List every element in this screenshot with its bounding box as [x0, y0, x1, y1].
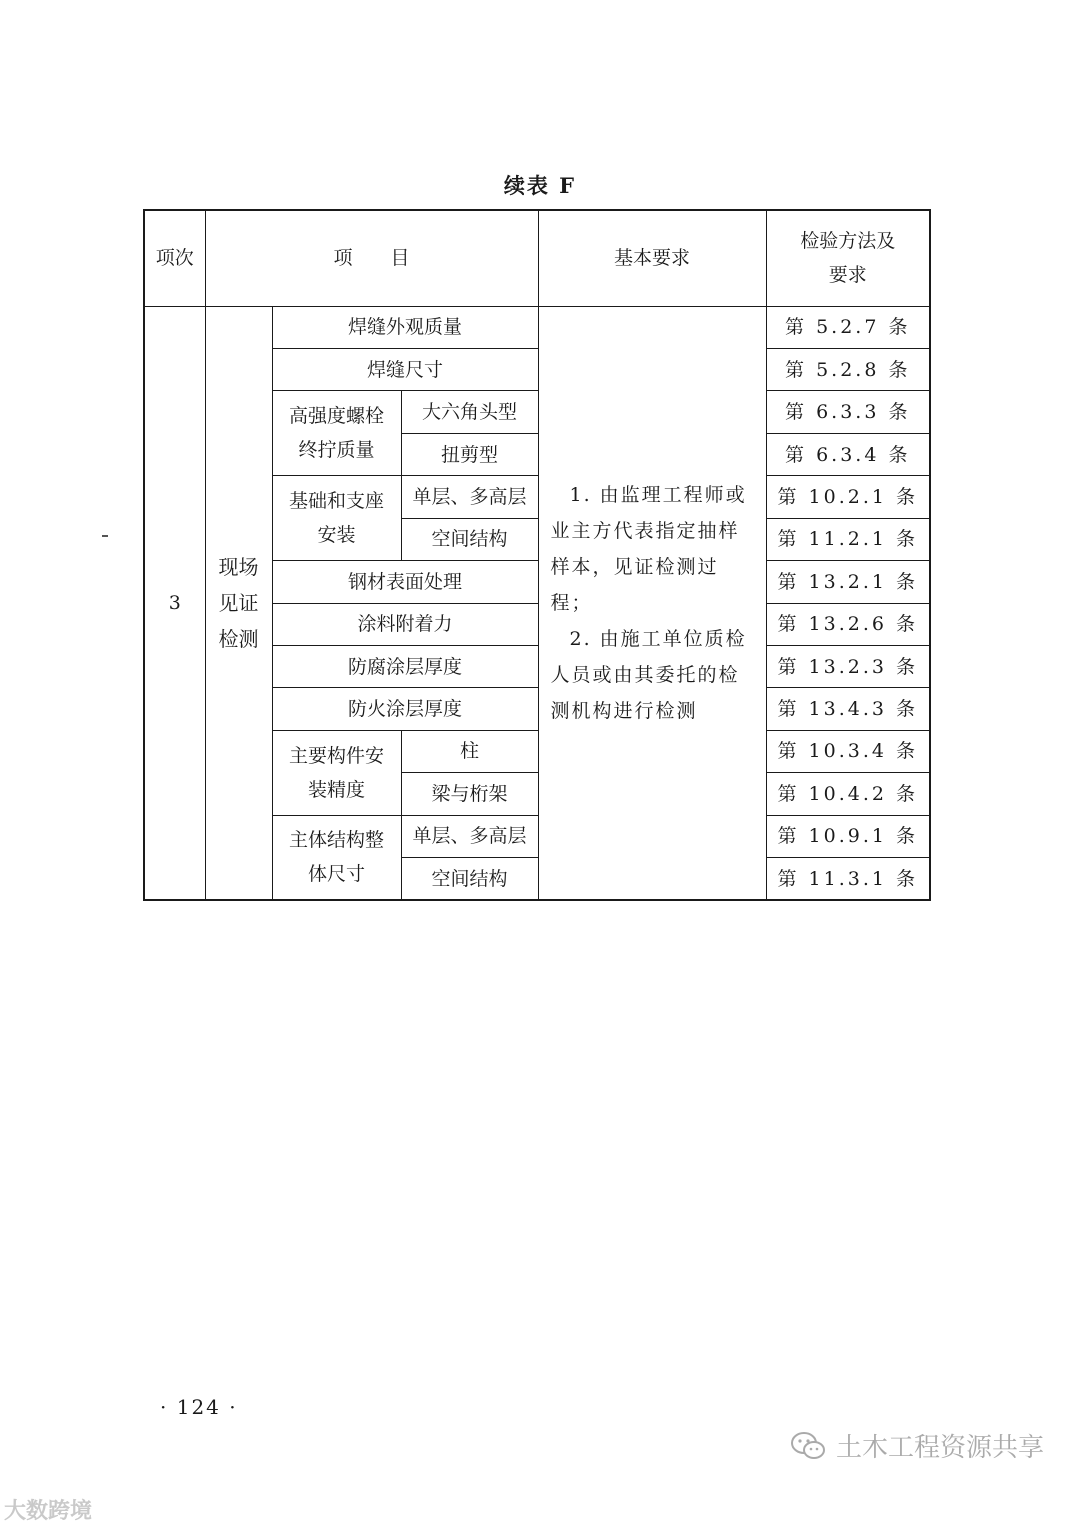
watermark-left-label: 大数跨境	[4, 1499, 93, 1524]
watermark-right-label: 土木工程资源共享	[836, 1433, 1045, 1463]
item-cell: 防火涂层厚度	[272, 688, 538, 730]
parent-item-cell	[272, 730, 401, 815]
clause-cell: 第 6.3.3 条	[766, 391, 930, 433]
table-title: 续表 F	[503, 173, 577, 198]
seq-cell: 3	[144, 306, 205, 900]
item-cell: 涂料附着力	[272, 603, 538, 645]
clause-cell: 第 11.2.1 条	[766, 518, 930, 560]
requirement-cell	[538, 306, 766, 900]
sub-item-cell: 空间结构	[401, 858, 538, 900]
clause-cell: 第 13.2.6 条	[766, 603, 930, 645]
parent-item-label: 高强度螺栓终拧质量	[288, 405, 384, 462]
clause-cell: 第 11.3.1 条	[766, 858, 930, 900]
item-cell: 焊缝尺寸	[272, 348, 538, 390]
watermark-right	[790, 1427, 1044, 1464]
clause-cell: 第 10.2.1 条	[766, 476, 930, 518]
clause-cell: 第 13.2.3 条	[766, 645, 930, 687]
item-cell: 钢材表面处理	[272, 561, 538, 603]
header-method-label: 检验方法及要求	[800, 230, 896, 287]
clause-cell: 第 13.4.3 条	[766, 688, 930, 730]
clause-cell: 第 5.2.7 条	[766, 306, 930, 348]
header-method	[766, 210, 930, 306]
clause-cell: 第 10.4.2 条	[766, 773, 930, 815]
sub-item-cell: 扭剪型	[401, 433, 538, 475]
item-cell: 焊缝外观质量	[272, 306, 538, 348]
sub-item-cell: 梁与桁架	[401, 773, 538, 815]
header-row	[144, 210, 930, 306]
parent-item-label: 基础和支座安装	[288, 490, 384, 547]
sub-item-cell: 空间结构	[401, 518, 538, 560]
watermark-left	[4, 1494, 92, 1525]
parent-item-label: 主体结构整体尺寸	[288, 829, 384, 886]
scan-mark	[102, 535, 108, 537]
header-seq: 项次	[144, 210, 205, 306]
parent-item-label: 主要构件安装精度	[288, 744, 384, 801]
category-label: 现场见证检测	[218, 554, 259, 651]
clause-cell: 第 10.9.1 条	[766, 815, 930, 857]
sub-item-cell: 单层、多高层	[401, 476, 538, 518]
header-basic: 基本要求	[538, 210, 766, 306]
parent-item-cell	[272, 391, 401, 476]
clause-cell: 第 5.2.8 条	[766, 348, 930, 390]
parent-item-cell	[272, 815, 401, 900]
clause-cell: 第 13.2.1 条	[766, 561, 930, 603]
header-item: 项 目	[205, 210, 538, 306]
wechat-icon	[790, 1431, 826, 1461]
clause-cell: 第 6.3.4 条	[766, 433, 930, 475]
parent-item-cell	[272, 476, 401, 561]
item-cell: 防腐涂层厚度	[272, 645, 538, 687]
category-cell	[205, 306, 272, 900]
requirement-2: 2. 由施工单位质检人员或由其委托的检测机构进行检测	[550, 627, 747, 722]
requirement-1: 1. 由监理工程师或业主方代表指定抽样样本，见证检测过程；	[550, 483, 747, 614]
page-number: · 124 ·	[160, 1395, 238, 1419]
clause-cell: 第 10.3.4 条	[766, 730, 930, 772]
sub-item-cell: 柱	[401, 730, 538, 772]
table-row	[144, 306, 930, 348]
inspection-table	[143, 209, 931, 901]
sub-item-cell: 单层、多高层	[401, 815, 538, 857]
sub-item-cell: 大六角头型	[401, 391, 538, 433]
